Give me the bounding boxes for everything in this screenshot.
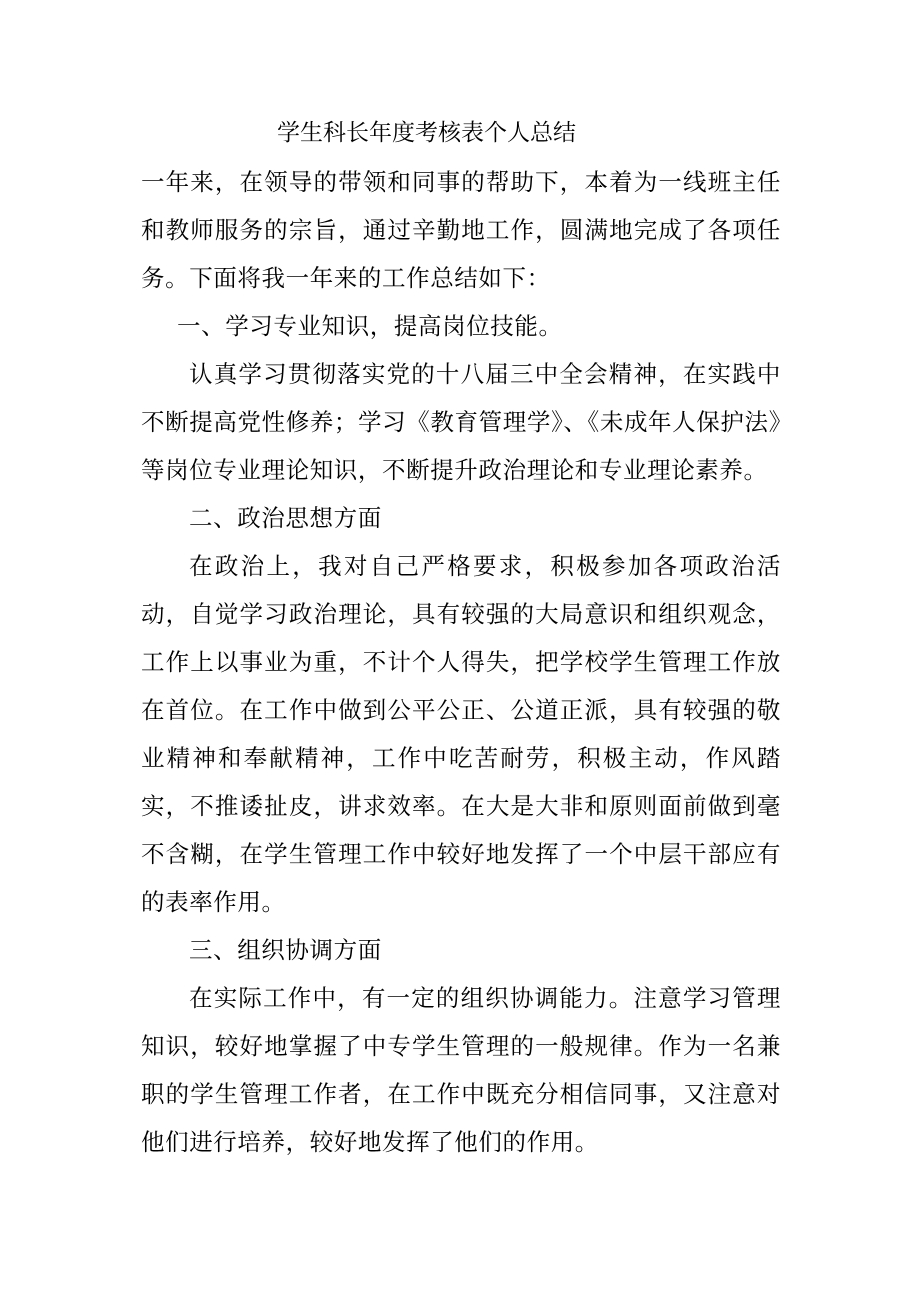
section-body-3: 在实际工作中，有一定的组织协调能力。注意学习管理知识，较好地掌握了中专学生管理的一般规律。作为一名兼职的学生管理工作者，在工作中既充分相信同事，又注意对他们进行培养，较好地发挥了他们的作用。 (141, 984, 781, 1156)
section-heading-1: 一、学习专业知识，提高岗位技能。 (177, 312, 563, 340)
section-body-1: 认真学习贯彻落实党的十八届三中全会精神，在实践中不断提高党性修养；学习《教育管理学》、《未成年人保护法》等岗位专业理论知识，不断提升政治理论和专业理论素养。 (141, 360, 781, 484)
intro-paragraph: 一年来，在领导的带领和同事的帮助下，本着为一线班主任和教师服务的宗旨，通过辛勤地工作，圆满地完成了各项任务。下面将我一年来的工作总结如下： (141, 168, 781, 292)
document-page (141, 118, 781, 1166)
section-heading-3: 三、组织协调方面 (189, 936, 382, 964)
document-title: 学生科长年度考核表个人总结 (277, 120, 576, 146)
section-body-2: 在政治上，我对自己严格要求，积极参加各项政治活动，自觉学习政治理论，具有较强的大局意识和组织观念，工作上以事业为重，不计个人得失，把学校学生管理工作放在首位。在工作中做到公平公正、公道正派，具有较强的敬业精神和奉献精神，工作中吃苦耐劳，积极主动，作风踏实，不推诿扯皮，讲求效率。在大是大非和原则面前做到毫不含糊，在学生管理工作中较好地发挥了一个中层干部应有的表率作用。 (141, 552, 781, 916)
section-heading-2: 二、政治思想方面 (189, 504, 382, 532)
